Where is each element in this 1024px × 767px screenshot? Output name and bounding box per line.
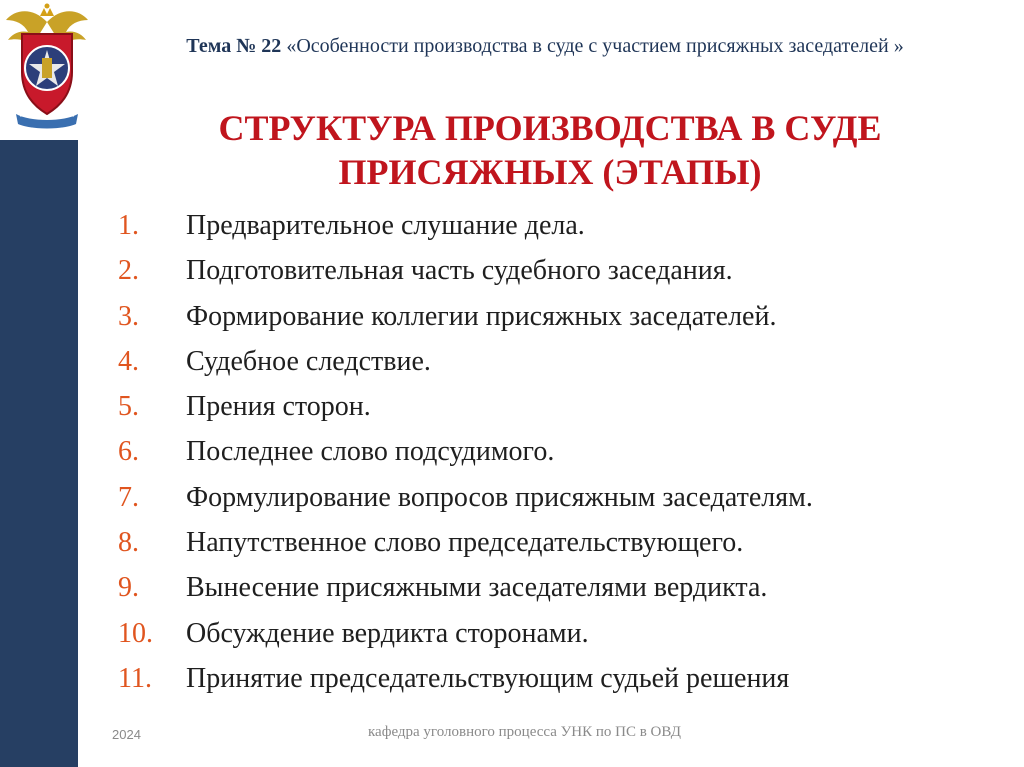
emblem-logo [2,2,92,130]
topic-title: «Особенности производства в суде с участием присяжных заседателей » [281,35,904,57]
list-item [118,572,813,617]
item-number: 4. [118,345,139,377]
item-text: Формирование коллегии присяжных заседателей. [186,300,777,332]
item-number: 5. [118,391,139,423]
slide-title [100,106,1000,194]
item-text: Обсуждение вердикта сторонами. [186,617,589,649]
footer-department: кафедра уголовного процесса УНК по ПС в ОВД [368,724,682,740]
item-text: Предварительное слушание дела. [186,210,585,241]
item-text: Напутственное слово председательствующего. [186,527,744,559]
item-number: 9. [118,572,139,604]
item-number: 10. [118,617,153,649]
list-item [118,436,813,481]
item-number: 3. [118,300,139,332]
item-number: 6. [118,436,139,468]
list-item [118,663,813,708]
list-item [118,210,813,255]
stages-list [118,210,813,708]
item-text: Прения сторон. [186,391,371,423]
item-text: Судебное следствие. [186,345,431,377]
item-number: 7. [118,481,139,513]
list-item [118,255,813,300]
footer-year: 2024 [112,727,141,742]
lecture-topic [110,34,980,58]
item-number: 8. [118,527,139,559]
topic-number: Тема № 22 [186,35,282,57]
item-text: Принятие председательствующим судьей решения [186,662,790,694]
list-item [118,527,813,572]
title-line-2: ПРИСЯЖНЫХ (ЭТАПЫ) [338,152,762,192]
list-item [118,301,813,346]
item-number: 2. [118,255,139,287]
item-number: 11. [118,662,152,694]
left-sidebar-bar [0,140,78,767]
title-line-1: СТРУКТУРА ПРОИЗВОДСТВА В СУДЕ [218,108,882,148]
list-item [118,618,813,663]
item-number: 1. [118,210,139,241]
item-text: Подготовительная часть судебного заседания. [186,255,733,287]
item-text: Вынесение присяжными заседателями вердикта. [186,572,768,604]
item-text: Формулирование вопросов присяжным заседателям. [186,481,813,513]
list-item [118,346,813,391]
list-item [118,391,813,436]
list-item [118,482,813,527]
item-text: Последнее слово подсудимого. [186,436,555,468]
